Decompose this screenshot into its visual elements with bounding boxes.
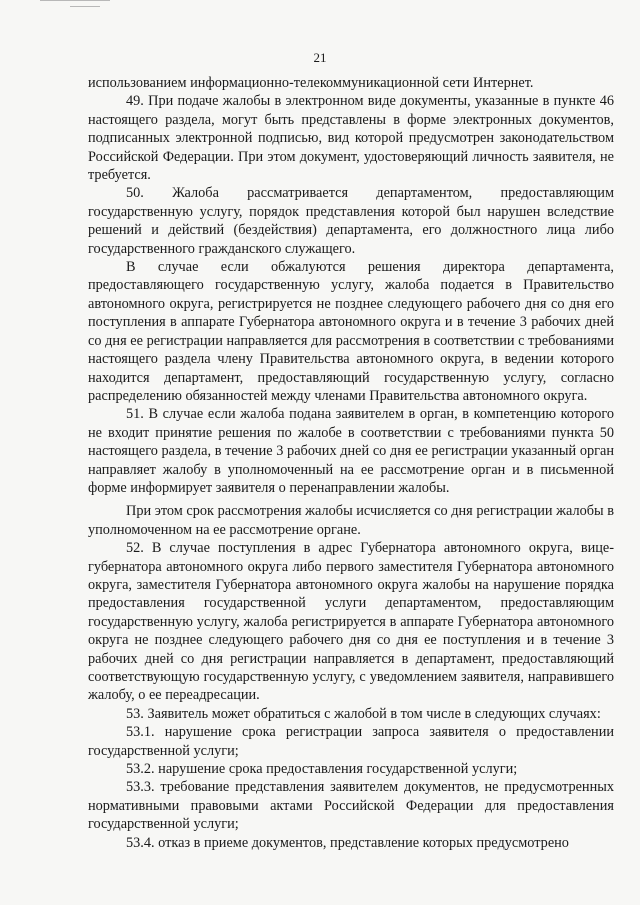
scan-artifact <box>70 6 100 7</box>
paragraph: При этом срок рассмотрения жалобы исчисляется со дня регистрации жалобы в уполномоченном на ее рассмотрение органе. <box>88 503 614 538</box>
page-number: 21 <box>313 50 327 65</box>
paragraph: 49. При подаче жалобы в электронном виде документы, указанные в пункте 46 настоящего раздела, могут быть представлены в форме электронных документов, подписанных электронной подписью, вид которой предусмотрен законодательством Российской Федерации. При этом документ, удостоверяющий личность заявителя, не требуется. <box>88 93 614 184</box>
paragraph: 53.4. отказ в приеме документов, представление которых предусмотрено <box>126 834 569 851</box>
paragraph: 53.3. требование представления заявителем документов, не предусмотренных нормативными правовыми актами Российской Федерации для предоставления государственной услуги; <box>88 779 614 833</box>
paragraph: 53. Заявитель может обратиться с жалобой в том числе в следующих случаях: <box>126 705 601 722</box>
paragraph: 53.2. нарушение срока предоставления государственной услуги; <box>126 761 518 778</box>
paragraph: 50. Жалоба рассматривается департаментом, предоставляющим государственную услугу, порядок представления которой был нарушен вследствие решений и действий (бездействия) департамента, его должностного лица либо государственного гражданского служащего. <box>88 185 614 257</box>
paragraph: 53.1. нарушение срока регистрации запроса заявителя о предоставлении государственной услуги; <box>88 724 614 759</box>
document-body <box>88 74 614 852</box>
paragraph: использованием информационно-телекоммуникационной сети Интернет. <box>88 75 534 91</box>
paragraph: 51. В случае если жалоба подана заявителем в орган, в компетенцию которого не входит принятие решения по жалобе в соответствии с требованиями пункта 50 настоящего раздела, в течение 3 рабочих дней со дня ее регистрации указанный орган направляет жалобу в уполномоченный на ее рассмотрение орган и в письменной форме информирует заявителя о перенаправлении жалобы. <box>88 406 614 496</box>
paragraph: 52. В случае поступления в адрес Губернатора автономного округа, вице-губернатора автономного округа либо первого заместителя Губернатора автономного округа, заместителя Губернатора автономного округа жалобы на нарушение порядка предоставления государственной услуги департаментом, предоставляющим государственную услугу, жалоба регистрируется в аппарате Губернатора автономного округа не позднее следующего рабочего дня со дня ее поступления и в течение 3 рабочих дней со дня регистрации направляется в департамент, предоставляющий соответствующую государственную услугу, с уведомлением заявителя, направившего жалобу, о ее переадресации. <box>88 540 614 704</box>
scan-artifact <box>40 0 110 1</box>
paragraph: В случае если обжалуются решения директора департамента, предоставляющего государственную услугу, жалоба подается в Правительство автономного округа, регистрируется не позднее следующего рабочего дня со дня его поступления в аппарате Губернатора автономного округа и в течение 3 рабочих дней со дня ее регистрации направляется для рассмотрения в соответствии с требованиями настоящего раздела члену Правительства автономного округа, в ведении которого находится департамент, предоставляющий государственную услугу, согласно распределению обязанностей между членами Правительства автономного округа. <box>88 259 614 404</box>
